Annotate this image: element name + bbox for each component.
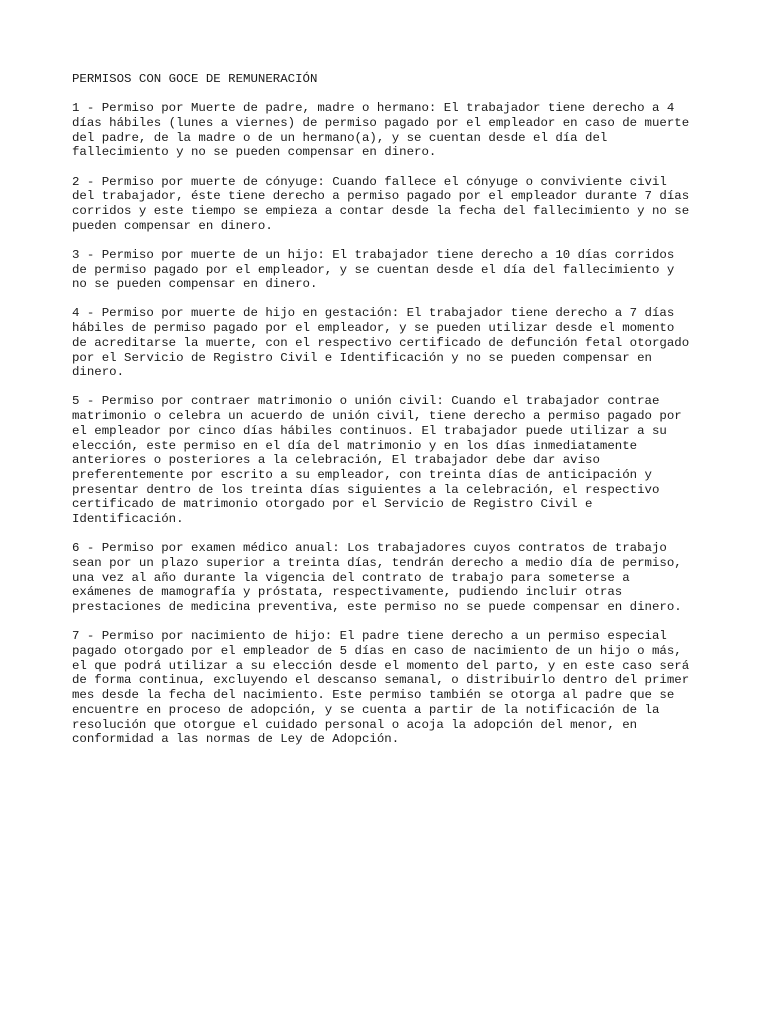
paragraph-2: 2 - Permiso por muerte de cónyuge: Cuando fallece el cónyuge o conviviente civil del trabajador, éste tiene derecho a permiso pagado por el empleador durante 7 días corridos y este tiempo se empieza a contar desde la fecha del fallecimiento y no se pueden compensar en dinero. [72,174,690,233]
paragraph-7: 7 - Permiso por nacimiento de hijo: El padre tiene derecho a un permiso especial pagado otorgado por el empleador de 5 días en caso de nacimiento de un hijo o más, el que podrá utilizar a su elección desde el momento del parto, y en este caso será de forma continua, excluyendo el descanso semanal, o distribuirlo dentro del primer mes desde la fecha del nacimiento. Este permiso también se otorga al padre que se encuentre en proceso de adopción, y se cuenta a partir de la notificación de la resolución que otorgue el cuidado personal o acoja la adopción del menor, en conformidad a las normas de Ley de Adopción. [72,629,690,747]
paragraph-1: 1 - Permiso por Muerte de padre, madre o hermano: El trabajador tiene derecho a 4 días hábiles (lunes a viernes) de permiso pagado por el empleador en caso de muerte del padre, de la madre o de un hermano(a), y se cuentan desde el día del fallecimiento y no se pueden compensar en dinero. [72,101,690,160]
paragraph-4: 4 - Permiso por muerte de hijo en gestación: El trabajador tiene derecho a 7 días hábiles de permiso pagado por el empleador, y se pueden utilizar desde el momento de acreditarse la muerte, con el respectivo certificado de defunción fetal otorgado por el Servicio de Registro Civil e Identificación y no se pueden compensar en dinero. [72,306,690,380]
paragraph-6: 6 - Permiso por examen médico anual: Los trabajadores cuyos contratos de trabajo sean por un plazo superior a treinta días, tendrán derecho a medio día de permiso, una vez al año durante la vigencia del contrato de trabajo para someterse a exámenes de mamografía y próstata, respectivamente, pudiendo incluir otras prestaciones de medicina preventiva, este permiso no se puede compensar en dinero. [72,541,682,615]
paragraph-3: 3 - Permiso por muerte de un hijo: El trabajador tiene derecho a 10 días corridos de permiso pagado por el empleador, y se cuentan desde el día del fallecimiento y no se pueden compensar en dinero. [72,247,675,292]
document-title: PERMISOS CON GOCE DE REMUNERACIÓN [72,72,318,86]
paragraph-5: 5 - Permiso por contraer matrimonio o unión civil: Cuando el trabajador contrae matrimonio o celebra un acuerdo de unión civil, tiene derecho a permiso pagado por el empleador por cinco días hábiles continuos. El trabajador puede utilizar a su elección, este permiso en el día del matrimonio y en los días inmediatamente anteriores o posteriores a la celebración, El trabajador debe dar aviso preferentemente por escrito a su empleador, con treinta días de anticipación y presentar dentro de los treinta días siguientes a la celebración, el respectivo certificado de matrimonio otorgado por el Servicio de Registro Civil e Identificación. [72,394,682,527]
document-page [72,72,712,761]
